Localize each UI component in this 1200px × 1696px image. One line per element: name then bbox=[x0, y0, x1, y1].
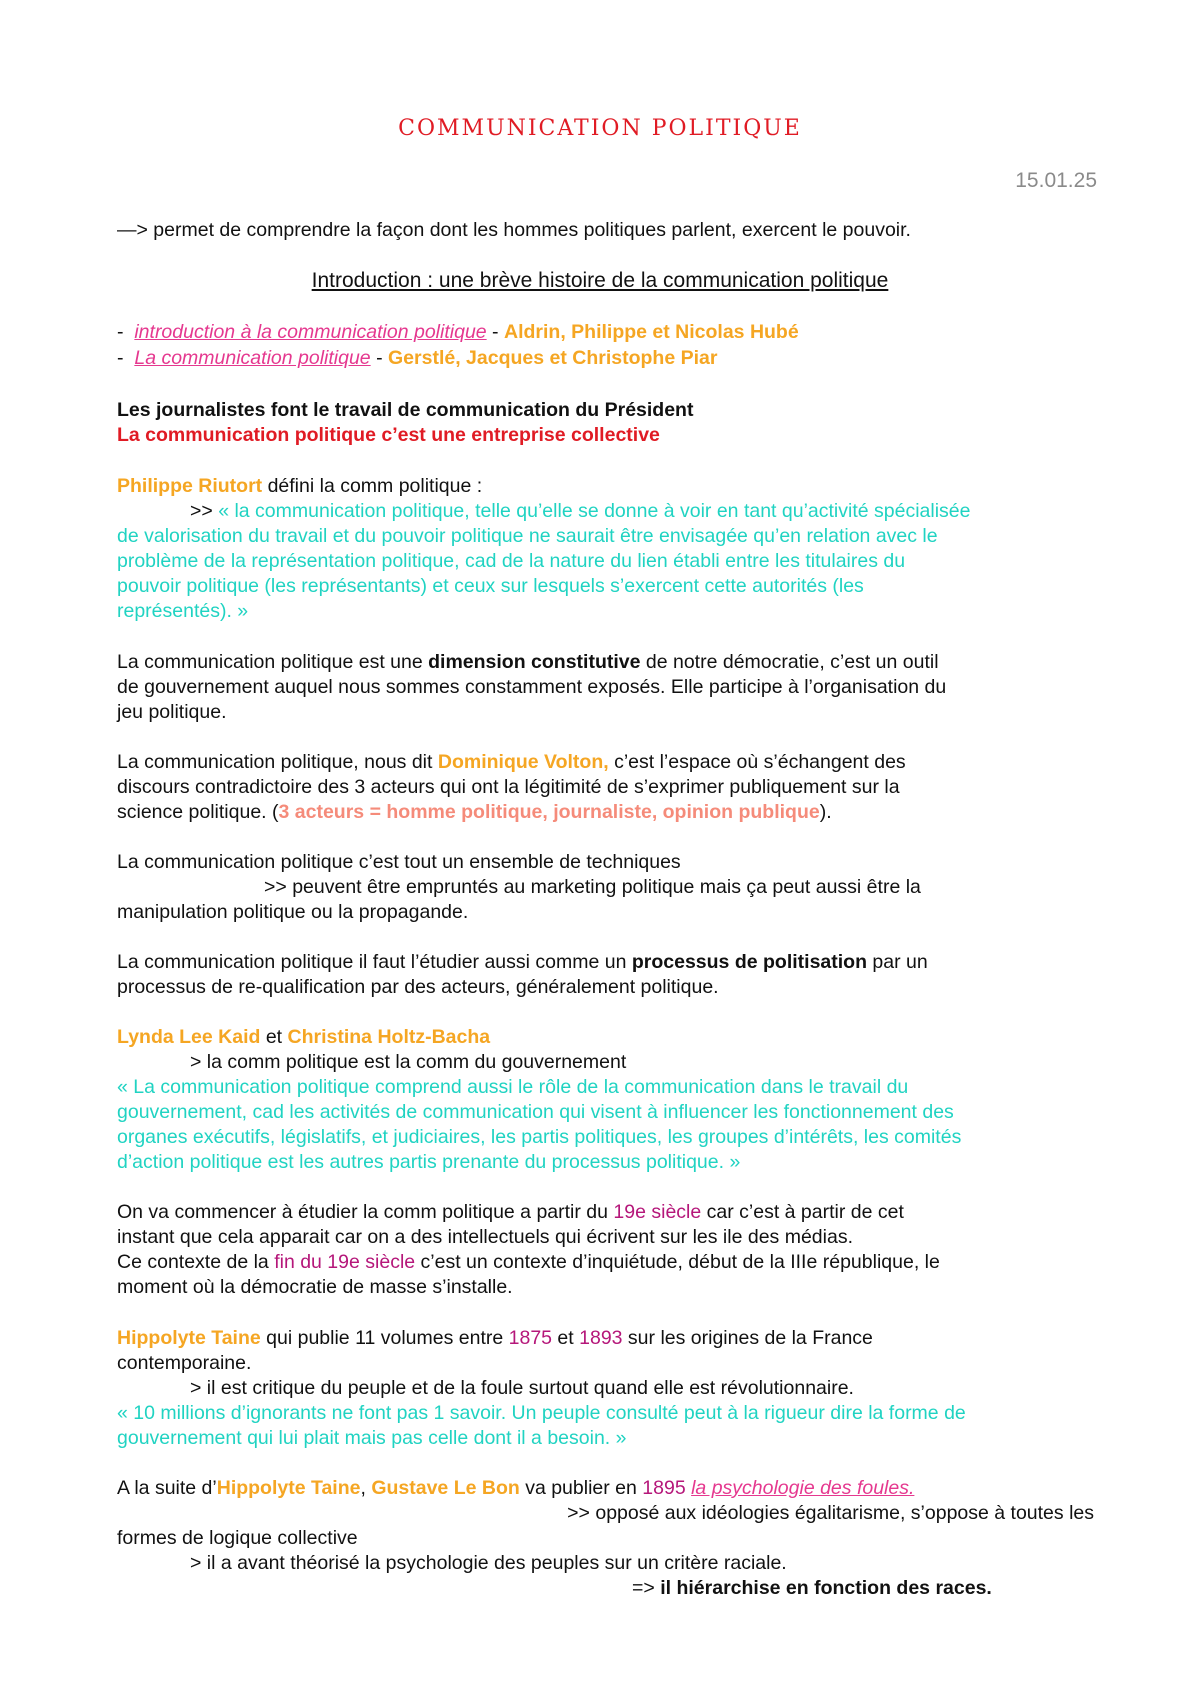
riutort-intro: Philippe Riutort défini la comm politique : bbox=[117, 475, 483, 497]
reference-item: - La communication politique - Gerstlé, Jacques et Christophe Piar bbox=[117, 347, 718, 369]
reference-book-title: La communication politique bbox=[134, 347, 371, 369]
reference-book-title: introduction à la communication politique bbox=[134, 321, 487, 343]
author-name: Lynda Lee Kaid bbox=[117, 1026, 261, 1048]
document-date: 15.01.25 bbox=[1015, 169, 1097, 192]
kaid-quote-line: d’action politique est les autres partis prenante du processus politique. » bbox=[117, 1151, 741, 1173]
politisation-line: La communication politique il faut l’étudier aussi comme un processus de politisation par un bbox=[117, 951, 928, 973]
author-name: Hippolyte Taine bbox=[216, 1477, 361, 1499]
reference-authors: Gerstlé, Jacques et Christophe Piar bbox=[388, 347, 718, 369]
lebon-line: A la suite d’Hippolyte Taine, Gustave Le Bon va publier en 1895 la psychologie des foules. bbox=[117, 1477, 915, 1499]
riutort-quote-line: pouvoir politique (les représentants) et ceux sur lesquels s’exercent cette autorités (les bbox=[117, 575, 864, 597]
context-line: instant que cela apparait car on a des intellectuels qui écrivent sur les ile des médias. bbox=[117, 1226, 853, 1248]
context-line: Ce contexte de la fin du 19e siècle c’est un contexte d’inquiétude, début de la IIIe république, le bbox=[117, 1251, 940, 1273]
politisation-line: processus de re-qualification par des acteurs, généralement politique. bbox=[117, 976, 719, 998]
lebon-conclusion: => il hiérarchise en fonction des races. bbox=[632, 1577, 992, 1599]
author-name: Gustave Le Bon bbox=[371, 1477, 520, 1499]
volton-line: science politique. (3 acteurs = homme politique, journaliste, opinion publique). bbox=[117, 801, 832, 823]
author-name: Philippe Riutort bbox=[117, 475, 263, 497]
techniques-line: La communication politique c’est tout un ensemble de techniques bbox=[117, 851, 681, 873]
author-name: Christina Holtz-Bacha bbox=[287, 1026, 491, 1048]
kaid-point: > la comm politique est la comm du gouvernement bbox=[190, 1051, 627, 1073]
riutort-quote-line: >> « la communication politique, telle qu’elle se donne à voir en tant qu’activité spécialisée bbox=[190, 500, 971, 522]
volton-line: discours contradictoire des 3 acteurs qui ont la légitimité de s’exprimer publiquement sur la bbox=[117, 776, 900, 798]
author-name: Hippolyte Taine bbox=[117, 1327, 261, 1349]
document-title: COMMUNICATION POLITIQUE bbox=[398, 116, 802, 141]
riutort-quote-line: problème de la représentation politique, cad de la nature du lien établi entre les titulaires du bbox=[117, 550, 906, 572]
taine-point: > il est critique du peuple et de la foule surtout quand elle est révolutionnaire. bbox=[190, 1377, 854, 1399]
techniques-line: manipulation politique ou la propagande. bbox=[117, 901, 469, 923]
riutort-quote-line: de valorisation du travail et du pouvoir politique ne saurait être envisagée qu’en relation avec le bbox=[117, 525, 938, 547]
riutort-quote-line: représentés). » bbox=[117, 600, 249, 622]
context-line: moment où la démocratie de masse s’installe. bbox=[117, 1276, 513, 1298]
taine-quote-line: « 10 millions d’ignorants ne font pas 1 savoir. Un peuple consulté peut à la rigueur dire la forme de bbox=[117, 1402, 966, 1424]
lebon-line: formes de logique collective bbox=[117, 1527, 358, 1549]
taine-line: Hippolyte Taine qui publie 11 volumes entre 1875 et 1893 sur les origines de la France bbox=[117, 1327, 873, 1349]
author-name: Dominique Volton, bbox=[437, 751, 609, 773]
lebon-point: > il a avant théorisé la psychologie des peuples sur un critère raciale. bbox=[190, 1552, 787, 1574]
claim-journalists: Les journalistes font le travail de communication du Président bbox=[117, 399, 694, 421]
dimension-line: de gouvernement auquel nous sommes constamment exposés. Elle participe à l’organisation du bbox=[117, 676, 947, 698]
volton-line: La communication politique, nous dit Dominique Volton, c’est l’espace où s’échangent des bbox=[117, 751, 906, 773]
context-line: On va commencer à étudier la comm politique a partir du 19e siècle car c’est à partir de cet bbox=[117, 1201, 904, 1223]
reference-item: - introduction à la communication politique - Aldrin, Philippe et Nicolas Hubé bbox=[117, 321, 799, 343]
dimension-line: jeu politique. bbox=[117, 701, 227, 723]
kaid-authors: Lynda Lee Kaid et Christina Holtz-Bacha bbox=[117, 1026, 491, 1048]
kaid-quote-line: gouvernement, cad les activités de communication qui visent à influencer les fonctionnement des bbox=[117, 1101, 954, 1123]
lebon-line: >> opposé aux idéologies égalitarisme, s’oppose à toutes les bbox=[567, 1502, 1094, 1524]
taine-line: contemporaine. bbox=[117, 1352, 252, 1374]
techniques-line: >> peuvent être empruntés au marketing politique mais ça peut aussi être la bbox=[264, 876, 921, 898]
section-heading: Introduction : une brève histoire de la communication politique bbox=[311, 269, 889, 292]
intro-arrow-line: —> permet de comprendre la façon dont les hommes politiques parlent, exercent le pouvoir. bbox=[117, 219, 911, 241]
kaid-quote-line: « La communication politique comprend aussi le rôle de la communication dans le travail du bbox=[117, 1076, 909, 1098]
claim-collective: La communication politique c’est une entreprise collective bbox=[117, 424, 660, 446]
taine-quote-line: gouvernement qui lui plait mais pas celle dont il a besoin. » bbox=[117, 1427, 627, 1449]
reference-authors: Aldrin, Philippe et Nicolas Hubé bbox=[503, 321, 799, 343]
book-title: la psychologie des foules. bbox=[691, 1477, 915, 1499]
kaid-quote-line: organes exécutifs, législatifs, et judiciaires, les partis politiques, les groupes d’intérêts, les comités bbox=[117, 1126, 962, 1148]
dimension-line: La communication politique est une dimension constitutive de notre démocratie, c’est un outil bbox=[117, 651, 939, 673]
